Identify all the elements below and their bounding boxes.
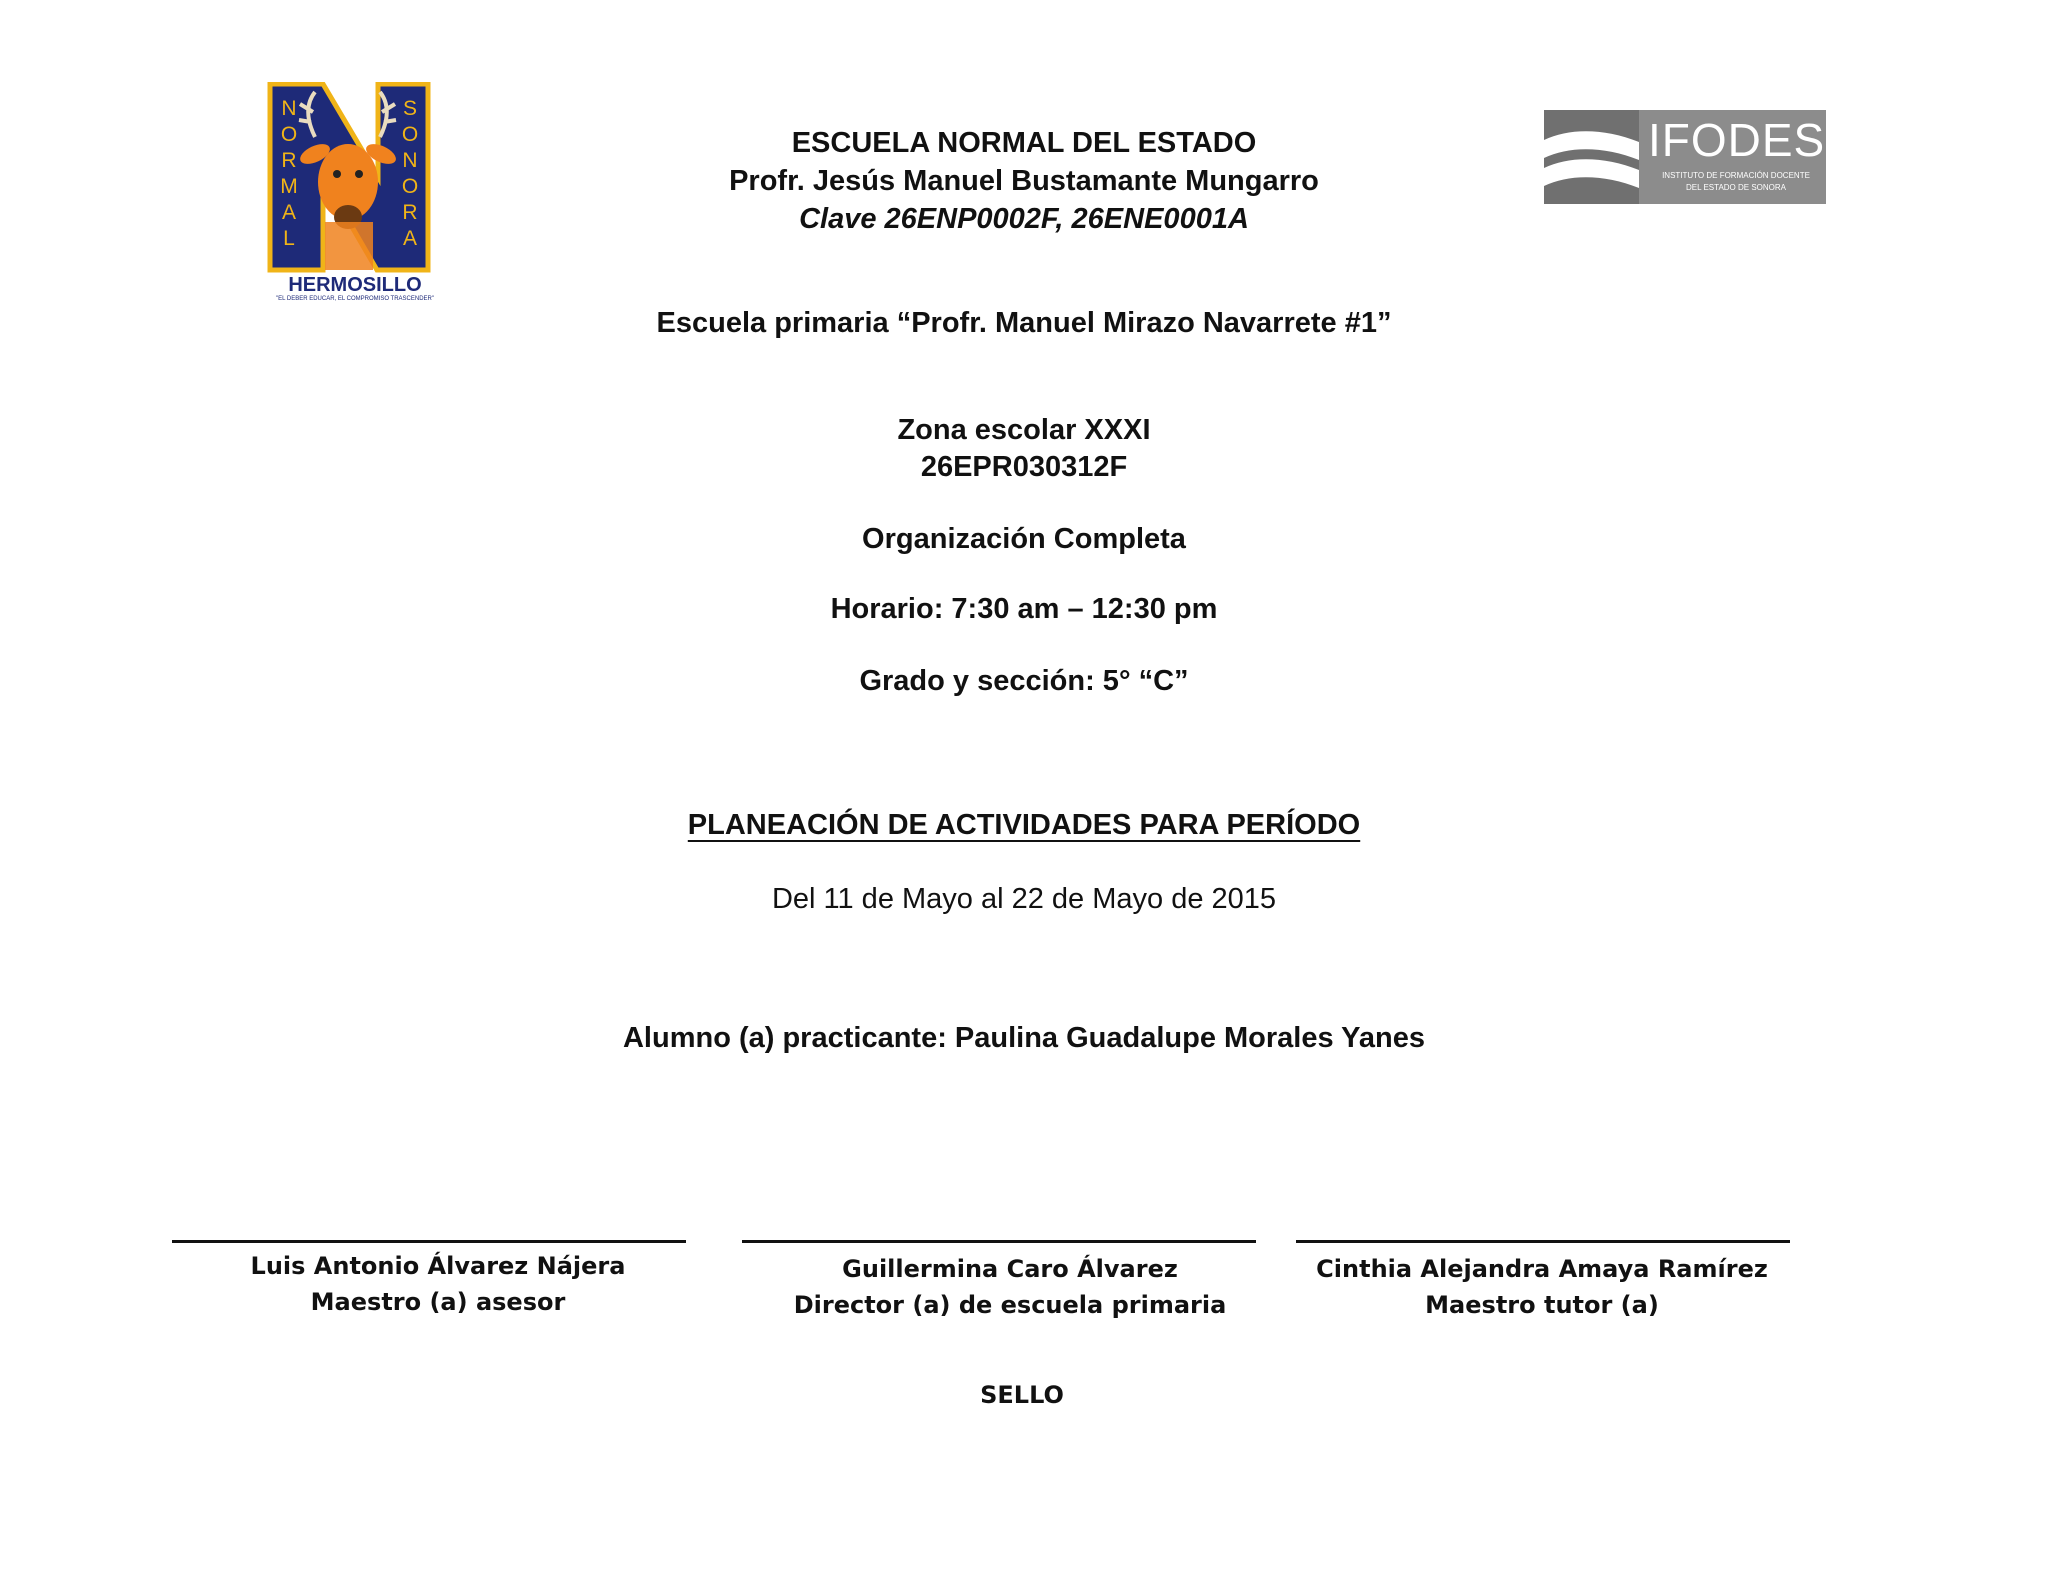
logo-letter: O [401, 123, 419, 146]
school-schedule: Horario: 7:30 am – 12:30 pm [830, 593, 1218, 625]
signer-name: Luis Antonio Álvarez Nájera [250, 1252, 626, 1280]
school-code: 26EPR030312F [920, 451, 1128, 483]
seal-label: SELLO [980, 1381, 1064, 1409]
logo-city: HERMOSILLO [288, 274, 422, 296]
logo-letter: L [283, 227, 295, 250]
signature-block-advisor [188, 1248, 688, 1320]
signature-line [742, 1240, 1256, 1243]
signer-name: Guillermina Caro Álvarez [842, 1255, 1178, 1283]
student-name: Alumno (a) practicante: Paulina Guadalupe Morales Yanes [622, 1022, 1426, 1054]
school-organization: Organización Completa [862, 523, 1186, 555]
school-zone: Zona escolar XXXI [897, 414, 1151, 446]
signature-block-tutor [1292, 1251, 1792, 1323]
logo-letter: M [280, 175, 298, 198]
school-name: Escuela primaria “Profr. Manuel Mirazo Navarrete #1” [656, 307, 1392, 339]
logo-letter: S [402, 97, 417, 120]
signature-line [1296, 1240, 1790, 1243]
institution-code: Clave 26ENP0002F, 26ENE0001A [799, 203, 1249, 235]
ifodes-subtitle: INSTITUTO DE FORMACIÓN DOCENTE [1662, 171, 1810, 180]
signer-role: Maestro (a) asesor [310, 1288, 566, 1316]
ifodes-subtitle: DEL ESTADO DE SONORA [1685, 183, 1787, 192]
logo-motto: "EL DEBER EDUCAR, EL COMPROMISO TRASCENDER" [275, 296, 435, 302]
institution-director: Profr. Jesús Manuel Bustamante Mungarro [729, 165, 1319, 197]
logo-letter: R [281, 149, 297, 172]
institution-title: ESCUELA NORMAL DEL ESTADO [791, 127, 1257, 159]
plan-title [0, 806, 2048, 844]
signer-role: Director (a) de escuela primaria [793, 1291, 1227, 1319]
signature-line [172, 1240, 686, 1243]
plan-title-text: PLANEACIÓN DE ACTIVIDADES PARA PERÍODO [687, 809, 1361, 841]
logo-letter: O [280, 123, 298, 146]
logo-letter: O [401, 175, 419, 198]
signature-block-director [760, 1251, 1260, 1323]
logo-letter: N [281, 97, 297, 120]
signer-role: Maestro tutor (a) [1425, 1291, 1659, 1319]
plan-period: Del 11 de Mayo al 22 de Mayo de 2015 [771, 883, 1277, 915]
logo-letter: A [402, 227, 417, 250]
logo-letter: R [402, 201, 418, 224]
school-grade: Grado y sección: 5° “C” [859, 665, 1189, 697]
ifodes-name: IFODES [1648, 114, 1826, 166]
logo-letter: A [281, 201, 296, 224]
signer-name: Cinthia Alejandra Amaya Ramírez [1316, 1255, 1768, 1283]
logo-letter: N [402, 149, 418, 172]
